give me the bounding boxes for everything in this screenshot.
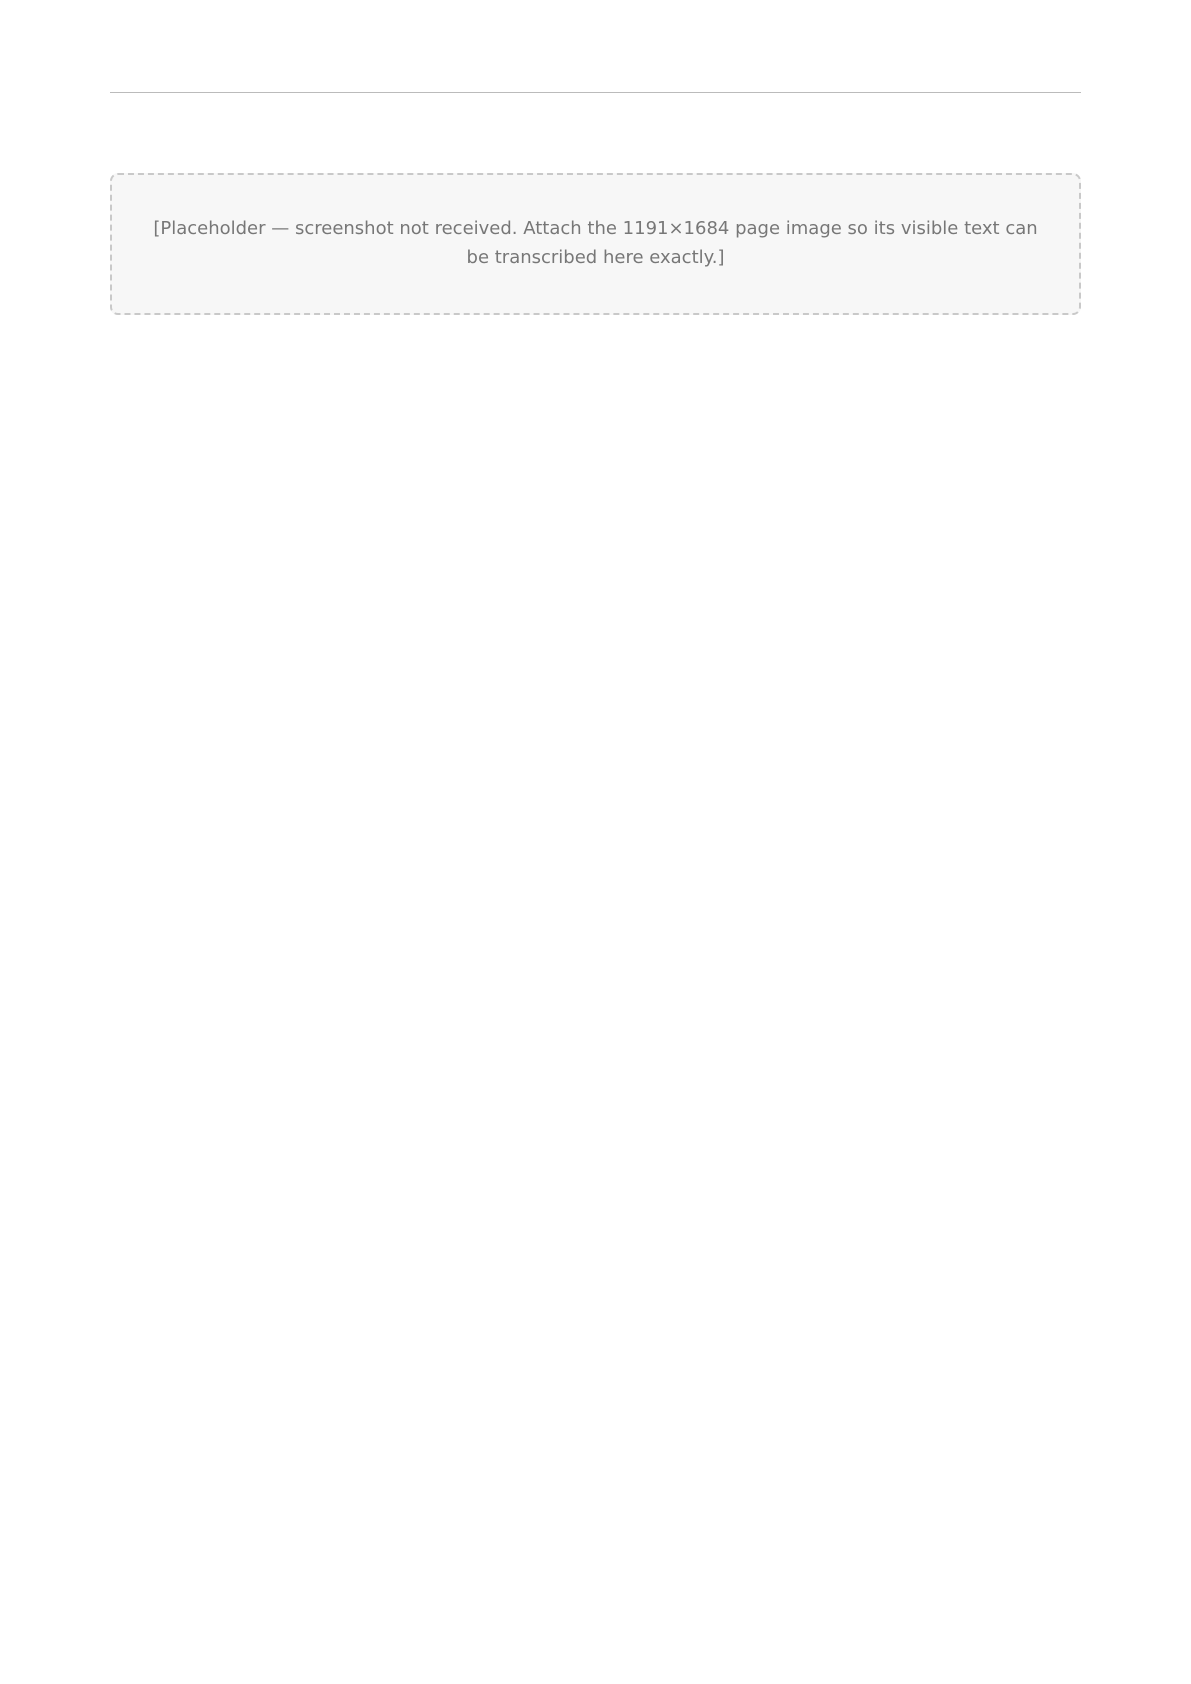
page-body [110,93,1081,315]
page-header [110,64,1081,93]
page-number [0,1631,1191,1648]
missing-content-notice: [Placeholder — screenshot not received. Attach the 1191×1684 page image so its visible text can be transcribed here exactly.] [110,173,1081,315]
page-title [110,121,1081,155]
